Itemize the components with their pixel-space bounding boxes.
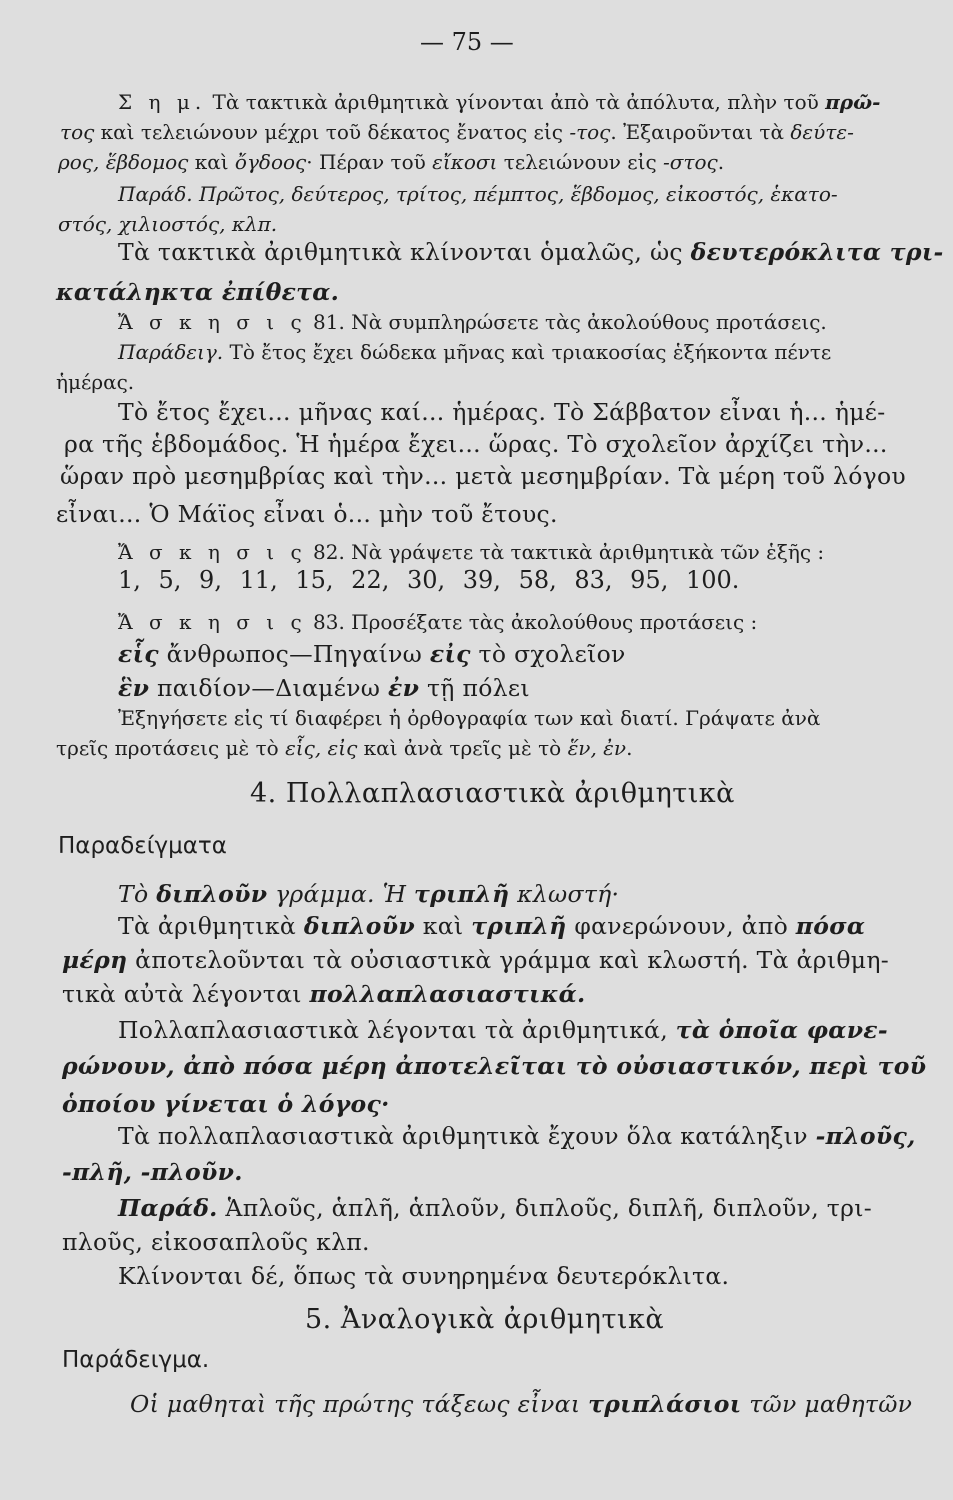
text-line: τικὰ αὐτὰ λέγονται πολλαπλασιαστικά. [62,980,586,1008]
example-heading: Παράδειγμα. [62,1347,210,1373]
text-line: Σ η μ. Τὰ τακτικὰ ἀριθμητικὰ γίνονται ἀπὸ τὰ ἀπόλυτα, πλὴν τοῦ πρῶ- [118,90,881,114]
text-line: Παράδ. Πρῶτος, δεύτερος, τρίτος, πέμπτος, ἕβδομος, εἰκοστός, ἑκατο- [118,182,838,206]
text-line: ἡμέρας. [56,370,135,394]
exercise-81: Ἄ σ κ η σ ι ς 81. Νὰ συμπληρώσετε τὰς ἀκολούθους προτάσεις. [118,310,827,334]
text-line: κατάληκτα ἐπίθετα. [56,278,340,306]
text-line: Ἐξηγήσετε εἰς τί διαφέρει ἡ ὀρθογραφία των καὶ διατί. Γράψατε ἀνὰ [118,706,821,730]
exercise-82: Ἄ σ κ η σ ι ς 82. Νὰ γράψετε τὰ τακτικὰ ἀριθμητικὰ τῶν ἑξῆς : [118,540,825,564]
number-list: 1, 5, 9, 11, 15, 22, 30, 39, 58, 83, 95, 100. [118,566,740,594]
text-line: -πλῆ, -πλοῦν. [62,1158,243,1186]
text-line: τος καὶ τελειώνουν μέχρι τοῦ δέκατος ἔνατος εἰς -τος. Ἐξαιροῦνται τὰ δεύτε- [60,120,854,144]
text-line: Πολλαπλασιαστικὰ λέγονται τὰ ἀριθμητικά, τὰ ὁποῖα φανε- [118,1016,888,1044]
section-heading: 4. Πολλαπλασιαστικὰ ἀριθμητικὰ [250,778,735,809]
text-line: μέρη ἀποτελοῦνται τὰ οὐσιαστικὰ γράμμα καὶ κλωστή. Τὰ ἀριθμη- [62,946,889,974]
page-number: — 75 — [420,28,514,56]
text-line: στός, χιλιοστός, κλπ. [58,212,278,236]
text-line: Τὸ ἔτος ἔχει... μῆνας καί... ἡμέρας. Τὸ Σάββατον εἶναι ἡ... ἡμέ- [118,398,886,426]
text-line: Τὰ ἀριθμητικὰ διπλοῦν καὶ τριπλῆ φανερώνουν, ἀπὸ πόσα [118,912,866,940]
text-line: Τὰ πολλαπλασιαστικὰ ἀριθμητικὰ ἔχουν ὅλα κατάληξιν -πλοῦς, [118,1122,916,1150]
text-line: ὥραν πρὸ μεσημβρίας καὶ τὴν... μετὰ μεσημβρίαν. Τὰ μέρη τοῦ λόγου [60,462,907,490]
text-line: Οἱ μαθηταὶ τῆς πρώτης τάξεως εἶναι τριπλάσιοι τῶν μαθητῶν [130,1390,913,1418]
text-line: ρα τῆς ἑβδομάδος. Ἡ ἡμέρα ἔχει... ὥρας. Τὸ σχολεῖον ἀρχίζει τὴν... [64,430,888,458]
examples-heading: Παραδείγματα [58,833,227,859]
exercise-83: Ἄ σ κ η σ ι ς 83. Προσέξατε τὰς ἀκολούθους προτάσεις : [118,610,758,634]
text-line: ρος, ἕβδομος καὶ ὄγδοος· Πέραν τοῦ εἴκοσι τελειώνουν εἰς -στος. [58,150,725,174]
text-line: πλοῦς, εἰκοσαπλοῦς κλπ. [62,1228,370,1256]
text-line: Τὸ διπλοῦν γράμμα. Ἡ τριπλῆ κλωστή· [118,880,620,908]
text-line: ὁποίου γίνεται ὁ λόγος· [62,1090,390,1118]
text-line: τρεῖς προτάσεις μὲ τὸ εἷς, εἰς καὶ ἀνὰ τρεῖς μὲ τὸ ἕν, ἐν. [56,736,633,760]
text-line: εἷς ἄνθρωπος—Πηγαίνω εἰς τὸ σχολεῖον [118,640,626,668]
text-line: Κλίνονται δέ, ὅπως τὰ συνηρημένα δευτερόκλιτα. [118,1262,730,1290]
text-line: Παράδ. Ἁπλοῦς, ἁπλῆ, ἁπλοῦν, διπλοῦς, διπλῆ, διπλοῦν, τρι- [118,1194,872,1222]
text-line: Τὰ τακτικὰ ἀριθμητικὰ κλίνονται ὁμαλῶς, ὡς δευτερόκλιτα τρι- [118,238,944,266]
section-heading: 5. Ἀναλογικὰ ἀριθμητικὰ [305,1304,665,1335]
text-line: ρώνουν, ἀπὸ πόσα μέρη ἀποτελεῖται τὸ οὐσιαστικόν, περὶ τοῦ [62,1052,927,1080]
text-line: ἓν παιδίον—Διαμένω ἐν τῇ πόλει [118,674,530,702]
text-line: Παράδειγ. Τὸ ἔτος ἔχει δώδεκα μῆνας καὶ τριακοσίας ἑξήκοντα πέντε [118,340,832,364]
text-line: εἶναι... Ὁ Μάϊος εἶναι ὁ... μὴν τοῦ ἔτους. [56,500,558,528]
